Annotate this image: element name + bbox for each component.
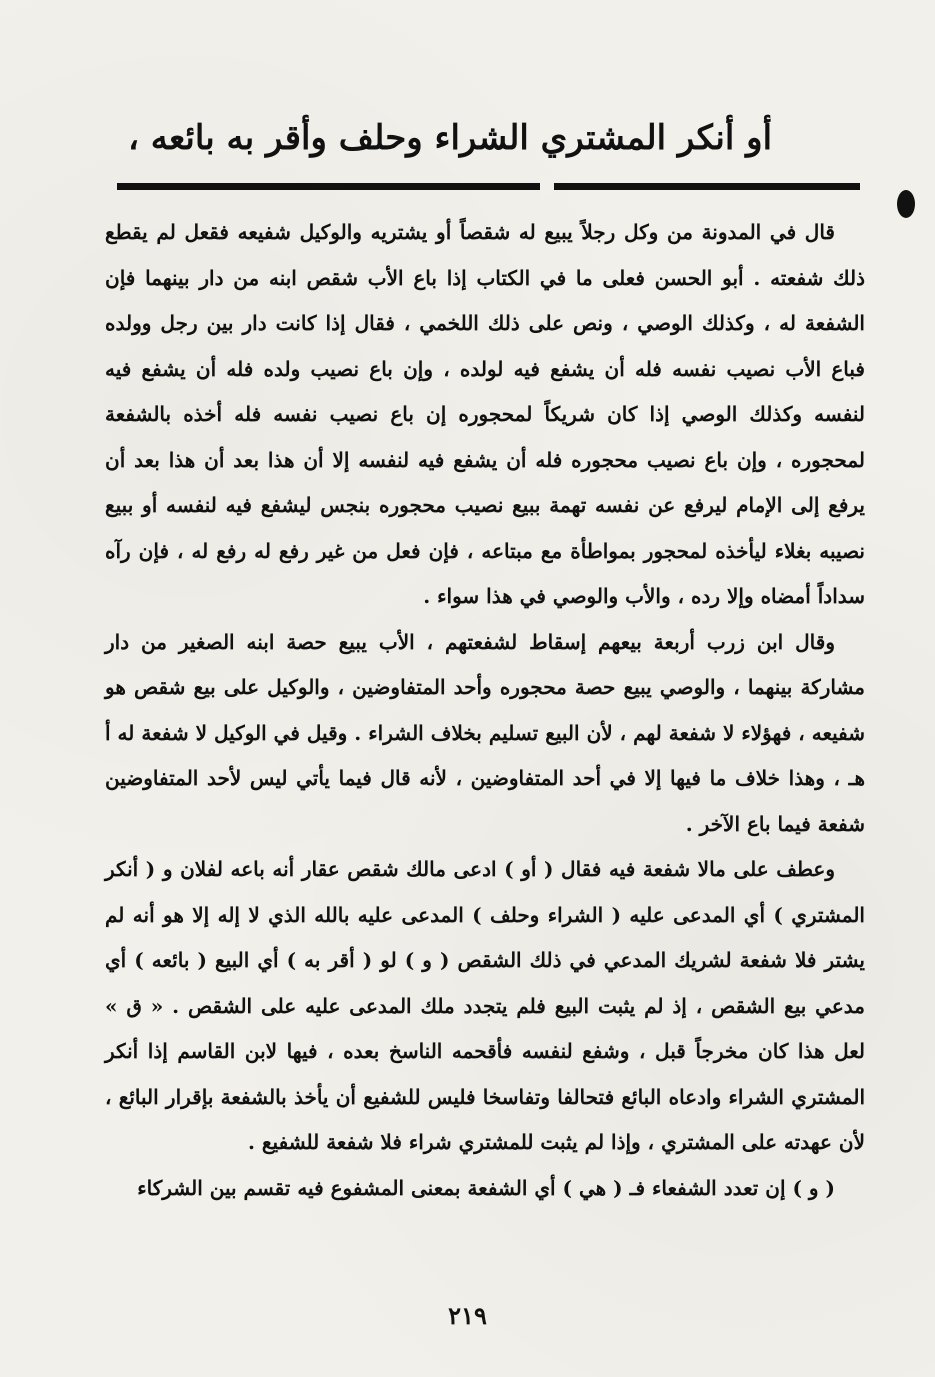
section-heading: أو أنكر المشتري الشراء وحلف وأقر به بائعه ، [127,118,773,158]
paragraph-4: ( و ) إن تعدد الشفعاء فـ ( هي ) أي الشفعة بمعنى المشفوع فيه تقسم بين الشركاء [137,1175,835,1200]
paragraph-1: قال في المدونة من وكل رجلاً يبيع له شقصاً أو يشتريه والوكيل شفيعه فقعل لم يقطع ذلك شفعته . أبو الحسن فعلى ما في الكتاب إذا باع الأب شقص ابنه من دار بينهما فإن الشفعة له ، وكذلك الوصي ، ونص على ذلك اللخمي ، فقال إذا كانت دار بين رجل وولده فباع الأب نصيب نفسه فله أن يشفع فيه لولده ، وإن باع نصيب ولده فله أن يشفع فيه لنفسه وكذلك الوصي إذا كان شريكاً لمحجوره إن باع نصيب نفسه فله أخذه بالشفعة لمحجوره ، وإن باع نصيب محجوره فله أن يشفع فيه لنفسه إلا أن هذا بعد أن هذا بعد أن يرفع إلى الإمام ليرفع عن نفسه تهمة ببيع نصيب محجوره بنجس ليشفع فيه لنفسه أو ببيع نصيبه بغلاء ليأخذه لمحجور بمواطأة مع مبتاعه ، فإن فعل من غير رفع له رفع له ، فإن رآه سداداً أمضاه وإلا رده ، والأب والوصي في هذا سواء . [105,220,865,608]
heading-rule [117,183,860,190]
page-number: ٢١٩ [448,1301,487,1330]
paragraph-3: وعطف على مالا شفعة فيه فقال ( أو ) ادعى مالك شقص عقار أنه باعه لفلان و ( أنكر المشتري ) أي المدعى عليه ( الشراء وحلف ) المدعى عليه بالله الذي لا إله إلا هو أنه لم يشتر فلا شفعة لشريك المدعي في ذلك الشقص ( و ) لو ( أقر به ) أي البيع ( بائعه ) أي مدعي بيع الشقص ، إذ لم يثبت البيع فلم يتجدد ملك المدعى عليه على الشقص . « ق » لعل هذا كان مخرجاً قبل ، وشفع لنفسه فأقحمه الناسخ بعده ، فيها لابن القاسم إذا أنكر المشتري الشراء وادعاه البائع فتحالفا وتفاسخا فليس للشفيع أن يأخذ بالشفعة بإقرار البائع ، لأن عهدته على المشتري ، وإذا لم يثبت للمشتري شراء فلا شفعة للشفيع . [105,857,865,1154]
paragraph-2: وقال ابن زرب أربعة بيعهم إسقاط لشفعتهم ، الأب يبيع حصة ابنه الصغير من دار مشاركة بينهما ، والوصي يبيع حصة محجوره وأحد المتفاوضين ، والوكيل على بيع شقص هو شفيعه ، فهؤلاء لا شفعة لهم ، لأن البيع تسليم بخلاف الشراء . وقيل في الوكيل لا شفعة له أ هـ ، وهذا خلاف ما فيها إلا في أحد المتفاوضين ، لأنه قال فيما يأتي ليس لأحد المتفاوضين شفعة فيما باع الآخر . [105,629,866,836]
body-text [105,210,865,1260]
ink-blot [897,190,915,218]
heading-rule-gap [540,176,554,196]
